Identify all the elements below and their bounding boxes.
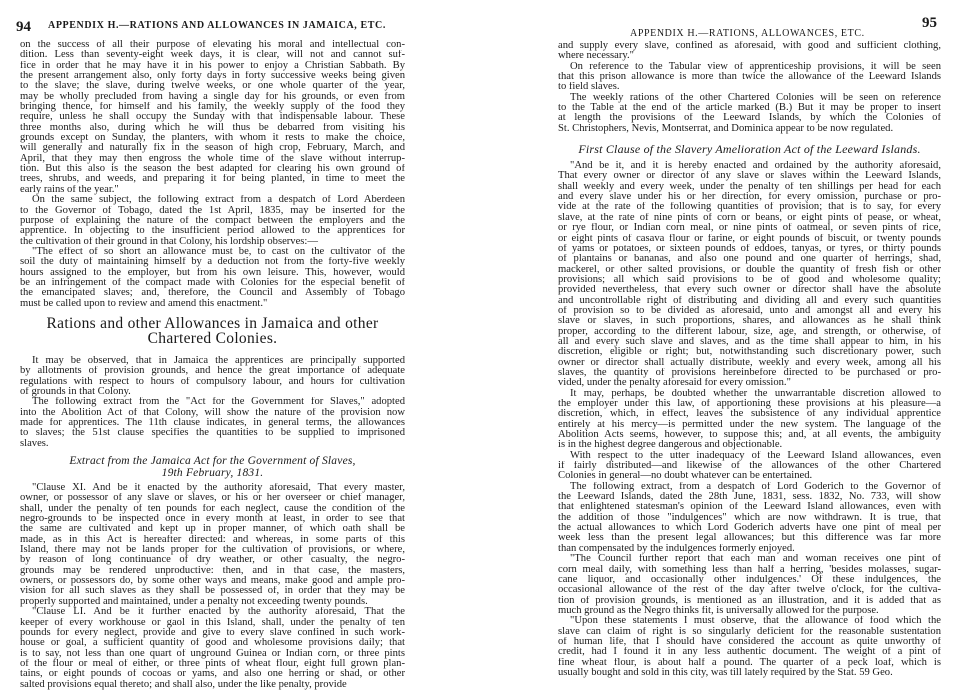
text-line: and every slave under his or her direction, for every omission, purchase or pro- [558,192,941,203]
text-line: trees, shrubs, and weeds, and preparing it for being planted, in time to meet the [20,174,405,185]
text-line: "Clause XI. And be it enacted by the authority aforesaid, That every master, [32,483,405,494]
text-line: vided, under the penalty aforesaid for every omission." [558,378,791,389]
text-line: "The Council further report that each man and woman receives one pint of [570,554,941,565]
paragraph-inadequacy [558,451,941,482]
text-line: into the Abolition Act of that Colony, will show the nature of the provision now [20,407,405,418]
text-line: of the flour or meal of either, or three pints of wheat flour, eight full grown plan- [20,658,405,669]
text-line: apprentice. In objecting to the insufficient period allowed to the apprentices for [20,226,405,237]
text-line: the actual allowances to which Lord Goderich adverts have one pint of meal per [558,523,941,534]
quote-leeward-act [558,161,941,389]
quote-goderich [558,616,941,678]
text-line: "Upon these statements I must observe, that the allowance of food which the [570,616,941,627]
text-line: that enlightened statesman's opinion of the Leeward Island allowances, even with [558,502,941,513]
text-line: tion. But this also is the season the best adapted for clearing his own ground of [20,164,405,175]
text-line: or eight pints of casava flour or farine, or eight pounds of biscuit, or twenty pounds [558,233,941,244]
text-line: Colonies in general—no doubt whatever can be entertained. [558,471,813,482]
paragraph-weekly-rations [558,93,941,134]
text-line: owner, or possessor of any slave or slaves, or his or her overseer or chief manager, [20,493,405,504]
text-line: proper, according to the different labour, size, age, and strength, or otherwise, of [558,326,941,337]
text-line: The following extract, from a despatch of Lord Goderich to the Governor of [570,481,941,492]
extract-heading: First Clause of the Slavery Amelioration Act of the Leeward Islands. [578,142,921,157]
text-line: the Leeward Islands, dated the 28th June, 1831, sess. 1832, No. 733, will show [558,492,941,503]
text-line: April, that they may then engross the whole time of the slave without interrup- [20,153,405,164]
text-line: "Clause LI. And be it further enacted by the authority aforesaid, That the [32,607,405,618]
text-line: entirely at his mercy—is permitted under the new system. The language of the [558,419,941,430]
paragraph-continuation [20,40,405,195]
text-line: usually bought and sold in this city, was till lately required by the Stat. 59 Geo. [558,667,893,678]
text-line: St. Christophers, Nevis, Montserrat, and Dominica appear to be now regulated. [558,123,894,134]
paragraph-discretion [558,389,941,451]
text-line: fice in order that he may have it in his power to enjoy a Christian Sabbath. By [20,60,405,71]
text-line: the addition of those "indulgences" which are now withdrawn. It is true, that [558,512,941,523]
running-head: APPENDIX H.—RATIONS, ALLOWANCES, ETC. [630,28,865,39]
body-text [20,40,405,690]
text-line: to the Governor of Tobago, dated the 1st April, 1835, may be inserted for the [20,205,405,216]
text-line: the emancipated slaves; and, therefore, the Council and Assembly of Tobago [20,288,405,299]
text-line: and supply every slave, confined as aforesaid, with good and sufficient clothing, [558,41,941,51]
text-line: of grounds in that Colony. [20,386,131,397]
text-line: grounds may be rendered unproductive: then, and in that case, the masters, [20,565,405,576]
clause-li [20,607,405,690]
text-line: tains, or eight pounds of cocoas or yams, and also one herring or shad, or other [20,669,405,680]
text-line: the present arrangement also, only forty days in forty successive weeks being given [20,71,405,82]
text-line: is in the highest degree dangerous and objectionable. [558,440,783,451]
running-head: APPENDIX H.—RATIONS AND ALLOWANCES IN JAMAICA, ETC. [48,20,386,31]
text-line: "And be it, and it is hereby enacted and ordained by the authority aforesaid, [570,161,941,172]
clause-xi [20,483,405,607]
right-page [490,0,980,678]
text-line: of human life, that I should have considered the account as quite unworthy of [558,636,941,647]
text-line: owners, or possessors do, by some other ways and means, make good and ample pro- [20,576,405,587]
text-line: require, unless he shall occupy the Sunday with that indispensable labour. These [20,112,405,123]
text-line: early rains of the year." [20,184,119,195]
text-line: slaves. [20,438,49,449]
text-line: will generally and naturally fix in the season of high crop, February, March, and [20,143,405,154]
text-line: The following extract from the "Act for the Government for Slaves," adopted [32,397,405,408]
text-line: discretion, eligible or right; but, notwithstanding such discretionary power, such [558,347,941,358]
text-line: and uncontrollable right of distributing and dividing all and every such quantities [558,295,941,306]
text-line: of plantains or bananas, and also one pound and one quarter of herrings, shad, [558,254,941,265]
text-line: vision for all such slaves as they shall be possessed of, in order that they may be [20,586,405,597]
text-line: the same are cultivated and kept up in proper manner, of which oath shall be [20,524,405,535]
text-line: if fairly distributed—and likewise of the allowances of the other Chartered [558,461,941,472]
text-line: hours assigned to the employer, but from his own leisure. This, however, would [20,267,405,278]
text-line: bringing thence, for himself and his family, the weekly supply of the food they [20,102,405,113]
paragraph-tabular-view [558,62,941,93]
text-line: must be called upon to review and amend this enactment." [20,298,268,309]
text-line: negro-grounds to be inspected once in every month at least, in order to see that [20,514,405,525]
text-line: tion of provision grounds, is mentioned as an illustration, and it is added that as [558,595,941,606]
extract-heading-line-1: Extract from the Jamaica Act for the Government of Slaves, [69,455,356,468]
text-line: cane liquor, and occasionally other indulgences.' Of these indulgences, the [558,574,941,585]
extract-heading [20,455,405,479]
text-line: three months also, during which he will thus be debarred from visiting his [20,122,405,133]
body-text [558,41,941,678]
paragraph-aberdeen-intro [20,195,405,247]
text-line: The weekly rations of the other Chartered Colonies will be seen on reference [570,92,941,103]
text-line: mackerel, or other salted provisions, or double the quantity of fresh fish or other [558,264,941,275]
text-line: on the success of all their purpose of elevating his moral and intellectual con- [20,40,405,50]
text-line: provisions; all which said provisions to be of good and wholesome quality; [558,274,941,285]
text-line: On reference to the Tabular view of apprenticeship provisions, it will be seen [570,61,941,72]
text-line: of provision so to be divided as aforesaid, unto and amongst all and every his [558,305,941,316]
text-line: may be wholly precluded from having a single day for his grounds, or even from [20,91,405,102]
text-line: than compensated by the indulgences formerly enjoyed. [558,543,795,554]
text-line: "The effect of so short an allowance must be, to cast on the cultivator of the [32,246,405,257]
text-line: made for apprentices. The 11th clause indicates, in general terms, the allowances [20,418,405,428]
text-line: made, as in this Act is hereafter directed: and whereas, in some parts of this [20,534,405,545]
text-line: Island, there may not be lands proper for the cultivation of provisions, or where, [20,545,405,556]
text-line: slave, at the rate of nine pints of corn or beans, or eight pints of pease, or wheat, [558,212,941,223]
text-line: slaves, the quantity of provisions hereinbefore directed to be purchased or pro- [558,367,941,378]
text-line: slave can claim of right is so singularly deficient for the reasonable sustentation [558,626,941,637]
text-line: On the same subject, the following extract from a despatch of Lord Aberdeen [32,195,405,206]
text-line: at length the provisions of the Leeward Islands, by which the Colonies of [558,113,941,124]
text-line: purpose of explaining the nature of the compact between the employers and the [20,215,405,226]
page-number: 94 [16,19,31,35]
text-line: It may, perhaps, be doubted whether the unwarrantable discretion allowed to [570,388,941,399]
text-line: soil the duty of maintaining himself by a deduction not from the forty-five weekly [20,257,405,268]
text-line: Abolition Acts seems, however, to suppose this; and, at all events, the ambiguity [558,430,941,441]
text-line: shall weekly and every week, under the penalty of ten shillings per head for each [558,181,941,192]
text-line: to field slaves. [558,82,620,93]
text-line: of yams or potatoes, or sixteen pounds of eddoes, tanyas, or tyres, or thirty pounds [558,243,941,254]
text-line: the employer under this law, of apportioning these provisions at his pleasure—a [558,399,941,409]
section-heading-line-1: Rations and other Allowances in Jamaica and other [46,314,379,332]
page-number: 95 [922,15,937,31]
text-line: to the Table at the end of the article marked (B.) But it may be proper to insert [558,103,941,114]
text-line: or rye flour, or Indian corn meal, or nine pints of oatmeal, or seven pints of rice, [558,223,941,234]
text-line: vide at the rate of the following quantities of provision; that is to say, for every [558,202,941,213]
text-line: occasional allowance of the rest of the day after twelve o'clock, for the cultiva- [558,585,941,596]
text-line: to slaves; the 51st clause specifies the quantities to be supplied to imprisoned [20,428,405,439]
text-line: regulations with respect to hours of compulsory labour, and hours for cultivation [20,376,405,387]
text-line: grounds except on Sunday, the planters, with whom it rests to make the choice, [20,133,405,144]
text-line: provided nevertheless, that every such owner or director shall have the absolute [558,285,941,296]
text-line: corn meal daily, with something less than half a herring, 'besides molasses, sugar- [558,564,941,575]
text-line: dition. Less than seventy-eight week days, it is clear, will not and cannot suf- [20,50,405,61]
extract-heading-line-2: 19th February, 1831. [161,467,264,480]
text-line: be an infringement of the compact made with Colonies for the especial benefit of [20,277,405,288]
text-line: salted provisions equal thereto; and shall also, under the like penalty, provide [20,679,347,690]
text-line: house or goal, a sufficient quantity of good and wholesome provisions daily; that [20,638,405,649]
text-line: is to say, not less than one quart of unground Guinea or Indian corn, or three pints [20,648,405,659]
paragraph-goderich-intro [558,482,941,554]
paragraph-jamaica-intro [20,356,405,397]
paragraph-extract-intro [20,397,405,449]
quote-aberdeen [20,247,405,309]
text-line: properly supported and maintained, under a penalty not exceeding twenty pounds. [20,596,368,607]
text-line: much ground as the Negro thinks fit, is universally allowed for the purpose. [558,605,879,616]
text-line: where necessary." [558,51,634,62]
text-line: discretion, which, in effect, leaves the subsistence of any individual apprentice [558,409,941,420]
section-heading [20,316,405,346]
text-line: credit, had I found it in any less authentic document. The weight of a pint of [558,647,941,658]
text-line: It may be observed, that in Jamaica the apprentices are principally supported [32,355,405,366]
text-line: the cultivation of their ground in that Colony, his lordship observes:— [20,236,318,247]
text-line: to the slave; the slave, during twelve weeks, or one whole quarter of the year, [20,81,405,92]
text-line: fine wheat flour, is about half a pound. The quarter of a peck loaf, which is [558,657,941,668]
text-line: keeper of every workhouse or gaol in this Island, shall, under the penalty of ten [20,617,405,628]
text-line: pounds for every neglect, provide and give to every slave confined in such work- [20,627,405,638]
section-heading-line-2: Chartered Colonies. [147,329,278,347]
text-line: by reason of long continuance of dry weather, or other casualty, the negro- [20,555,405,566]
text-line: shall, under the penalty of ten pounds for each neglect, cause the condition of the [20,503,405,514]
text-line: by allotments of provision grounds, and hence the great importance of adequate [20,366,405,377]
text-line: owner or director shall actually distribute, weekly and every week, among all his [558,357,941,368]
paragraph-continuation [558,41,941,62]
text-line: all and every such slave and slaves, and as the time shall appear to him, in his [558,336,941,347]
text-line: slave or slaves, in such proportions, shares, and allowances as he shall think [558,316,941,327]
quote-council-report [558,554,941,616]
text-line: that this prison allowance is more than twice the allowance of the Leeward Islands [558,72,941,83]
text-line: With respect to the utter inadequacy of the Leeward Island allowances, even [570,450,941,461]
text-line: That every owner or director of any slave or slaves within the Leeward Islands, [558,171,941,182]
text-line: week less than the present legal allowances; but this difference was far more [558,533,941,544]
